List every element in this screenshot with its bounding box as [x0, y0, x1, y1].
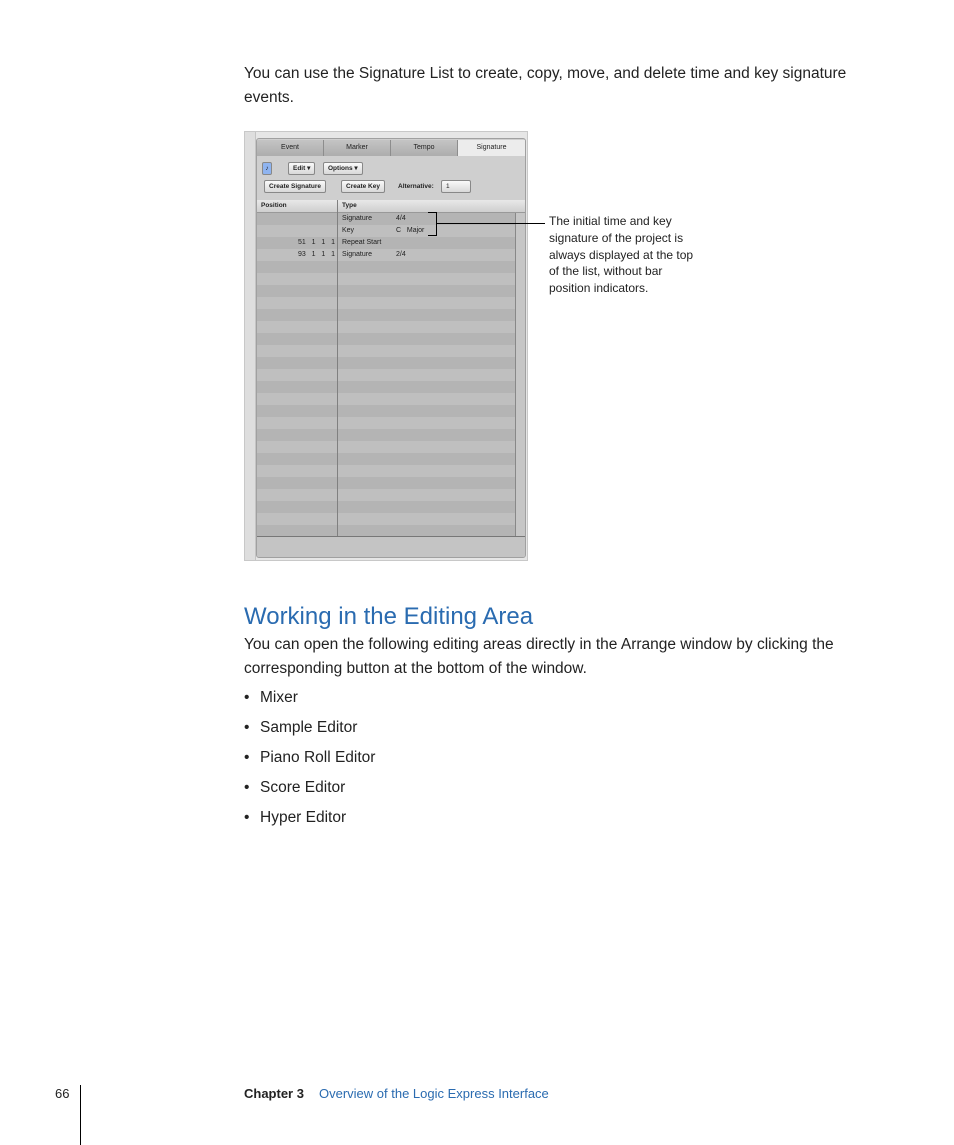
midi-in-icon[interactable]: ♪ — [262, 162, 272, 175]
footer-divider — [80, 1085, 81, 1145]
editor-list — [244, 686, 375, 836]
event-list — [257, 213, 515, 536]
vertical-scrollbar[interactable] — [515, 213, 525, 536]
tab-event[interactable]: Event — [257, 140, 324, 156]
list-row[interactable]: Signature 4/4 — [257, 213, 515, 225]
bottom-bar — [257, 536, 525, 558]
callout-line — [437, 223, 545, 224]
edit-menu[interactable]: Edit ▾ — [288, 162, 315, 175]
list-item: • Sample Editor — [244, 719, 358, 736]
list-item: • Hyper Editor — [244, 809, 347, 826]
chapter-title-link[interactable]: Overview of the Logic Express Interface — [319, 1086, 549, 1101]
tab-signature[interactable]: Signature — [458, 140, 526, 156]
tab-marker[interactable]: Marker — [324, 140, 391, 156]
list-header — [257, 200, 525, 213]
callout-text: The initial time and key signature of the project is always displayed at the top of the list, without bar position indicators. — [549, 214, 694, 296]
alternative-select[interactable]: 1 — [441, 180, 471, 193]
list-row[interactable]: 93 1 1 1 Signature 2/4 — [257, 249, 515, 261]
list-row[interactable]: Key C Major — [257, 225, 515, 237]
intro-paragraph: You can use the Signature List to create, copy, move, and delete time and key signature events. — [244, 65, 847, 106]
options-menu[interactable]: Options ▾ — [323, 162, 363, 175]
column-type[interactable]: Type — [342, 202, 357, 209]
list-item: • Score Editor — [244, 779, 346, 796]
chapter-label: Chapter 3 — [244, 1086, 304, 1101]
list-item: • Mixer — [244, 689, 298, 706]
list-row[interactable]: 51 1 1 1 Repeat Start — [257, 237, 515, 249]
signature-list-screenshot — [244, 131, 528, 561]
alternative-label: Alternative: — [398, 183, 434, 190]
column-divider — [337, 200, 338, 536]
tab-tempo[interactable]: Tempo — [391, 140, 458, 156]
create-signature-button[interactable]: Create Signature — [264, 180, 326, 193]
column-position[interactable]: Position — [261, 202, 287, 209]
page-number: 66 — [55, 1086, 70, 1101]
section-paragraph: You can open the following editing areas directly in the Arrange window by clicking the corresponding button at the bottom of the window. — [244, 636, 834, 677]
list-editor-window — [256, 138, 526, 558]
create-key-button[interactable]: Create Key — [341, 180, 385, 193]
callout-bracket — [428, 212, 437, 236]
list-item: • Piano Roll Editor — [244, 749, 376, 766]
arrange-edge — [245, 132, 256, 560]
section-heading: Working in the Editing Area — [244, 603, 534, 630]
